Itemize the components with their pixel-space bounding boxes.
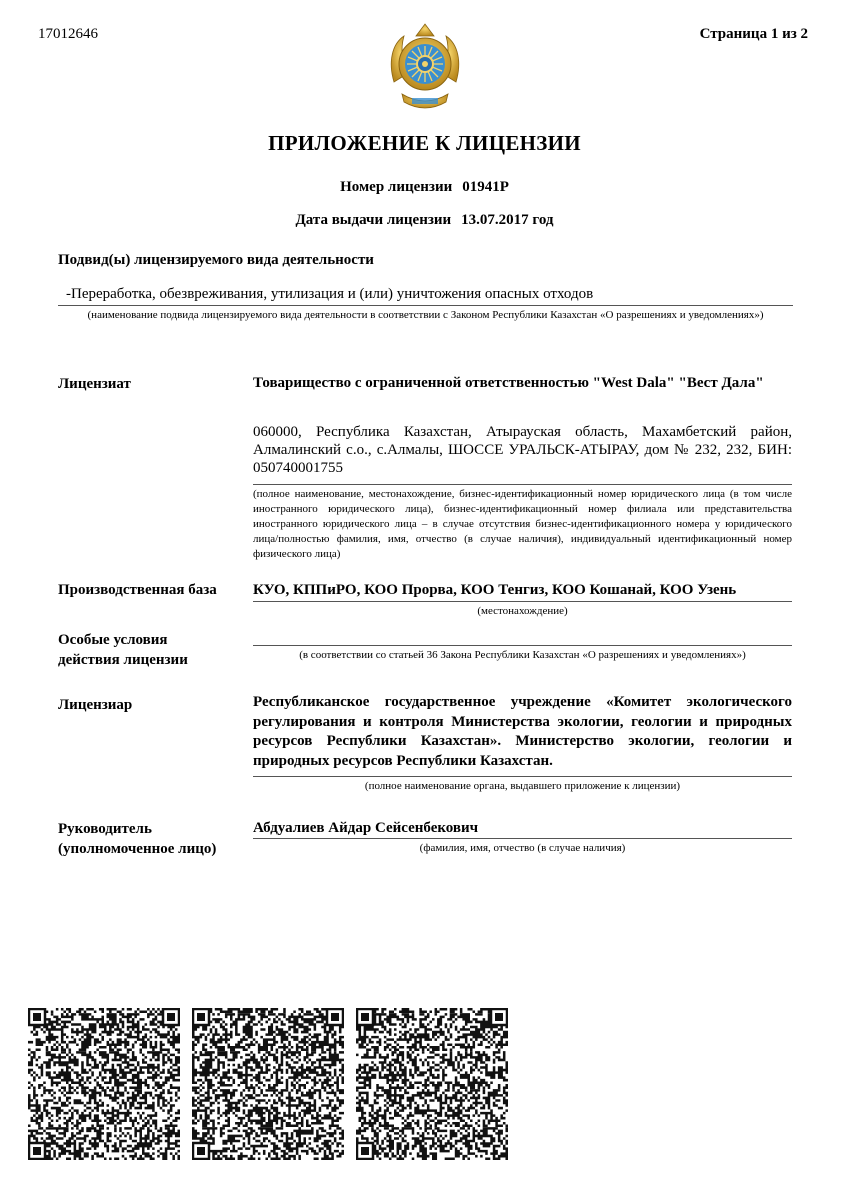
head-label: [58, 819, 216, 859]
subtype-heading: Подвид(ы) лицензируемого вида деятельности: [58, 252, 374, 268]
licensee-label: Лицензиат: [58, 376, 131, 392]
subtype-caption: (наименование подвида лицензируемого вида деятельности в соответствии с Законом Республики Казахстан «О разрешениях и уведомлениях»): [87, 309, 764, 321]
special-conditions-label: [58, 630, 188, 670]
head-value: Абдуалиев Айдар Сейсенбекович: [253, 820, 479, 836]
license-number-label: Номер лицензии: [340, 179, 453, 195]
divider: [253, 776, 792, 777]
qr-code-icon: [28, 1008, 180, 1160]
license-date-label: Дата выдачи лицензии: [295, 212, 452, 228]
license-date-value: 13.07.2017 год: [461, 212, 554, 228]
license-number-value: 01941P: [462, 179, 509, 195]
production-base-value: КУО, КППиРО, КОО Прорва, КОО Тенгиз, КОО Кошанай, КОО Узень: [253, 582, 737, 598]
production-base-caption: (местонахождение): [477, 605, 568, 617]
licensor-label: Лицензиар: [58, 697, 133, 713]
special-conditions-label-line1: Особые условия: [58, 632, 168, 648]
divider: [253, 838, 792, 839]
licensee-address: 060000, Республика Казахстан, Атырауская область, Махамбетский район, Алмалинский с.о., с.Алмалы, ШОССЕ УРАЛЬСК-АТЫРАУ, дом № 232, 232, БИН: 050740001755: [253, 424, 792, 476]
kazakhstan-state-emblem-icon: [386, 22, 464, 116]
head-caption: (фамилия, имя, отчество (в случае наличия): [419, 842, 626, 854]
divider: [253, 601, 792, 602]
licensee-name: Товарищество с ограниченной ответственностью "West Dala" "Вест Дала": [253, 375, 764, 391]
licensor-caption: (полное наименование органа, выдавшего приложение к лицензии): [364, 780, 681, 792]
qr-code-icon: [356, 1008, 508, 1160]
head-label-line1: Руководитель: [58, 821, 152, 837]
licensee-caption: (полное наименование, местонахождение, бизнес-идентификационный номер юридического лица (в том числе иностранного юридического лица), бизнес-идентификационный номер филиала или представительства иностранного юридического лица – в случае отсутствия бизнес-идентификационного номера у юридического лица/полностью фамилия, имя, отчество (в случае наличия), индивидуальный идентификационный номер физического лица): [253, 488, 792, 560]
license-date-line: [0, 212, 849, 229]
licensor-value: Республиканское государственное учреждение «Комитет экологического регулирования и контроля Министерства экологии, геологии и природных ресурсов Республики Казахстан». Министерство экологии, геологии и природных ресурсов Республики Казахстан.: [253, 694, 792, 769]
page-title: ПРИЛОЖЕНИЕ К ЛИЦЕНЗИИ: [268, 131, 581, 155]
divider: [58, 305, 793, 306]
subtype-value: -Переработка, обезвреживания, утилизация и (или) уничтожения опасных отходов: [66, 286, 594, 302]
page-counter: Страница 1 из 2: [699, 26, 808, 42]
qr-code-icon: [192, 1008, 344, 1160]
special-conditions-label-line2: действия лицензии: [58, 652, 188, 668]
divider: [253, 645, 792, 646]
divider: [253, 484, 792, 485]
head-label-line2: (уполномоченное лицо): [58, 841, 217, 857]
production-base-label: Производственная база: [58, 582, 217, 598]
document-number: 17012646: [38, 26, 98, 42]
special-conditions-caption: (в соответствии со статьей 36 Закона Республики Казахстан «О разрешениях и уведомлениях»): [299, 649, 746, 661]
license-number-line: [0, 179, 849, 196]
